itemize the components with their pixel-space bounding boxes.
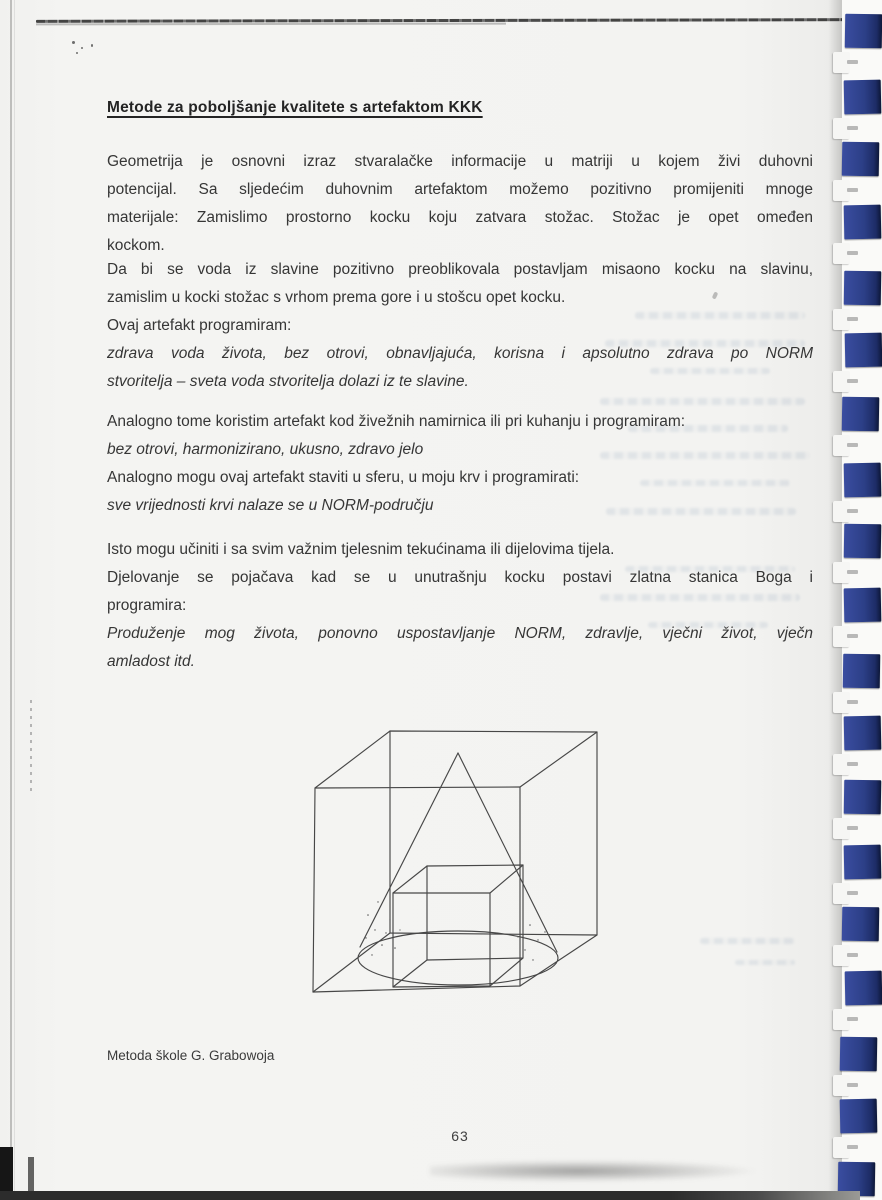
binding-tab: [842, 907, 880, 942]
binding-tab: [845, 14, 882, 49]
cone-base-ellipse: [358, 931, 558, 985]
binding-gap-mark: [847, 1017, 858, 1021]
smudge-dot: [76, 52, 78, 54]
paragraph: [107, 408, 813, 520]
binding-tab: [845, 333, 882, 368]
text-line: potencijal. Sa sljedećim duhovnim artefaktom možemo pozitivno promijeniti mnoge: [107, 181, 813, 198]
scan-smudge: [430, 1160, 760, 1182]
binding-tab: [840, 1098, 878, 1133]
smudge-dot: [81, 47, 83, 49]
scan-artifact: [28, 1157, 34, 1191]
binding-tab: [844, 845, 882, 880]
binding-gap-mark: [847, 379, 858, 383]
text-line: zamislim u kocki stožac s vrhom prema gore i u stošcu opet kocku.: [107, 289, 566, 306]
text-line: zdrava voda života, bez otrovi, obnavljajuća, korisna i apsolutno zdrava po NORM: [107, 345, 813, 362]
page-number: 63: [451, 1128, 469, 1144]
binding-gap-mark: [847, 509, 858, 513]
text-line: Ovaj artefakt programiram:: [107, 317, 292, 334]
binding-tab: [844, 79, 882, 114]
binding-tab: [842, 141, 880, 176]
text-line: Produženje mog života, ponovno uspostavljanje NORM, zdravlje, vječni život, vječn: [107, 625, 813, 642]
scan-bottom-edge: [0, 1191, 860, 1200]
binding-gap-mark: [847, 570, 858, 574]
binding-tab: [845, 971, 882, 1006]
binding-gap-mark: [847, 1083, 858, 1087]
text-line: bez otrovi, harmonizirano, ukusno, zdravo jelo: [107, 441, 424, 458]
bleed-through-artifact: [735, 960, 795, 965]
figure-caption: Metoda škole G. Grabowoja: [107, 1048, 275, 1063]
text-line: sve vrijednosti krvi nalaze se u NORM-području: [107, 497, 434, 514]
binding-gap-mark: [847, 443, 858, 447]
binding-gap-mark: [847, 891, 858, 895]
binding-tab: [844, 271, 882, 306]
text-line: Da bi se voda iz slavine pozitivno preoblikovala postavljam misaono kocku na slavinu,: [107, 261, 813, 278]
binding-gap-mark: [847, 60, 858, 64]
text-line: stvoritelja – sveta voda stvoritelja dolazi iz te slavine.: [107, 373, 469, 390]
text-line: Analogno mogu ovaj artefakt staviti u sferu, u moju krv i programirati:: [107, 469, 580, 486]
binding-gap-mark: [847, 700, 858, 704]
inner-cube: [393, 865, 523, 987]
text-line: Djelovanje se pojačava kad se u unutrašnju kocku postavi zlatna stanica Boga i: [107, 569, 813, 586]
bleed-through-artifact: [600, 398, 805, 405]
scan-edge-artifact: [36, 23, 506, 26]
binding-tab: [844, 779, 882, 814]
spiral-binding: [842, 0, 882, 1200]
binding-tab: [844, 462, 882, 497]
geometric-figure: [290, 690, 620, 1030]
binding-gap-mark: [847, 251, 858, 255]
smudge-dot: [72, 41, 75, 44]
text-line: amladost itd.: [107, 653, 195, 670]
scan-artifact: [30, 700, 32, 796]
page-edge-line: [10, 0, 12, 1200]
bleed-through-artifact: [700, 938, 795, 944]
smudge-dot: [91, 44, 93, 47]
binding-gap-mark: [847, 762, 858, 766]
binding-tab: [844, 205, 882, 240]
binding-tab: [843, 654, 881, 689]
text-line: materijale: Zamislimo prostorno kocku koju zatvara stožac. Stožac je opet omeđen: [107, 209, 813, 226]
text-line: Isto mogu učiniti i sa svim važnim tjelesnim tekućinama ili dijelovima tijela.: [107, 541, 615, 558]
page-title: Metode za poboljšanje kvalitete s artefaktom KKK: [107, 99, 483, 116]
page-edge-line: [14, 0, 15, 1200]
outer-cube: [313, 731, 597, 992]
binding-tab: [840, 1037, 878, 1072]
binding-gap-mark: [847, 188, 858, 192]
text-line: Analogno tome koristim artefakt kod živežnih namirnica ili pri kuhanju i programiram:: [107, 413, 686, 430]
paragraph: [107, 536, 813, 676]
binding-tab: [844, 715, 882, 750]
text-line: Geometrija je osnovni izraz stvaralačke informacije u matriji u kojem živi duhovni: [107, 153, 813, 170]
binding-gap-mark: [847, 1145, 858, 1149]
binding-tab: [844, 588, 882, 623]
binding-gap-mark: [847, 317, 858, 321]
binding-gap-mark: [847, 953, 858, 957]
scan-artifact: [0, 1147, 13, 1192]
binding-gap-mark: [847, 826, 858, 830]
text-line: kockom.: [107, 237, 165, 254]
binding-gap-mark: [847, 126, 858, 130]
paragraph: [107, 256, 813, 396]
binding-tab: [842, 397, 880, 432]
paragraph: [107, 148, 813, 260]
text-line: programira:: [107, 597, 187, 614]
binding-gap-mark: [847, 634, 858, 638]
binding-tab: [844, 524, 882, 559]
